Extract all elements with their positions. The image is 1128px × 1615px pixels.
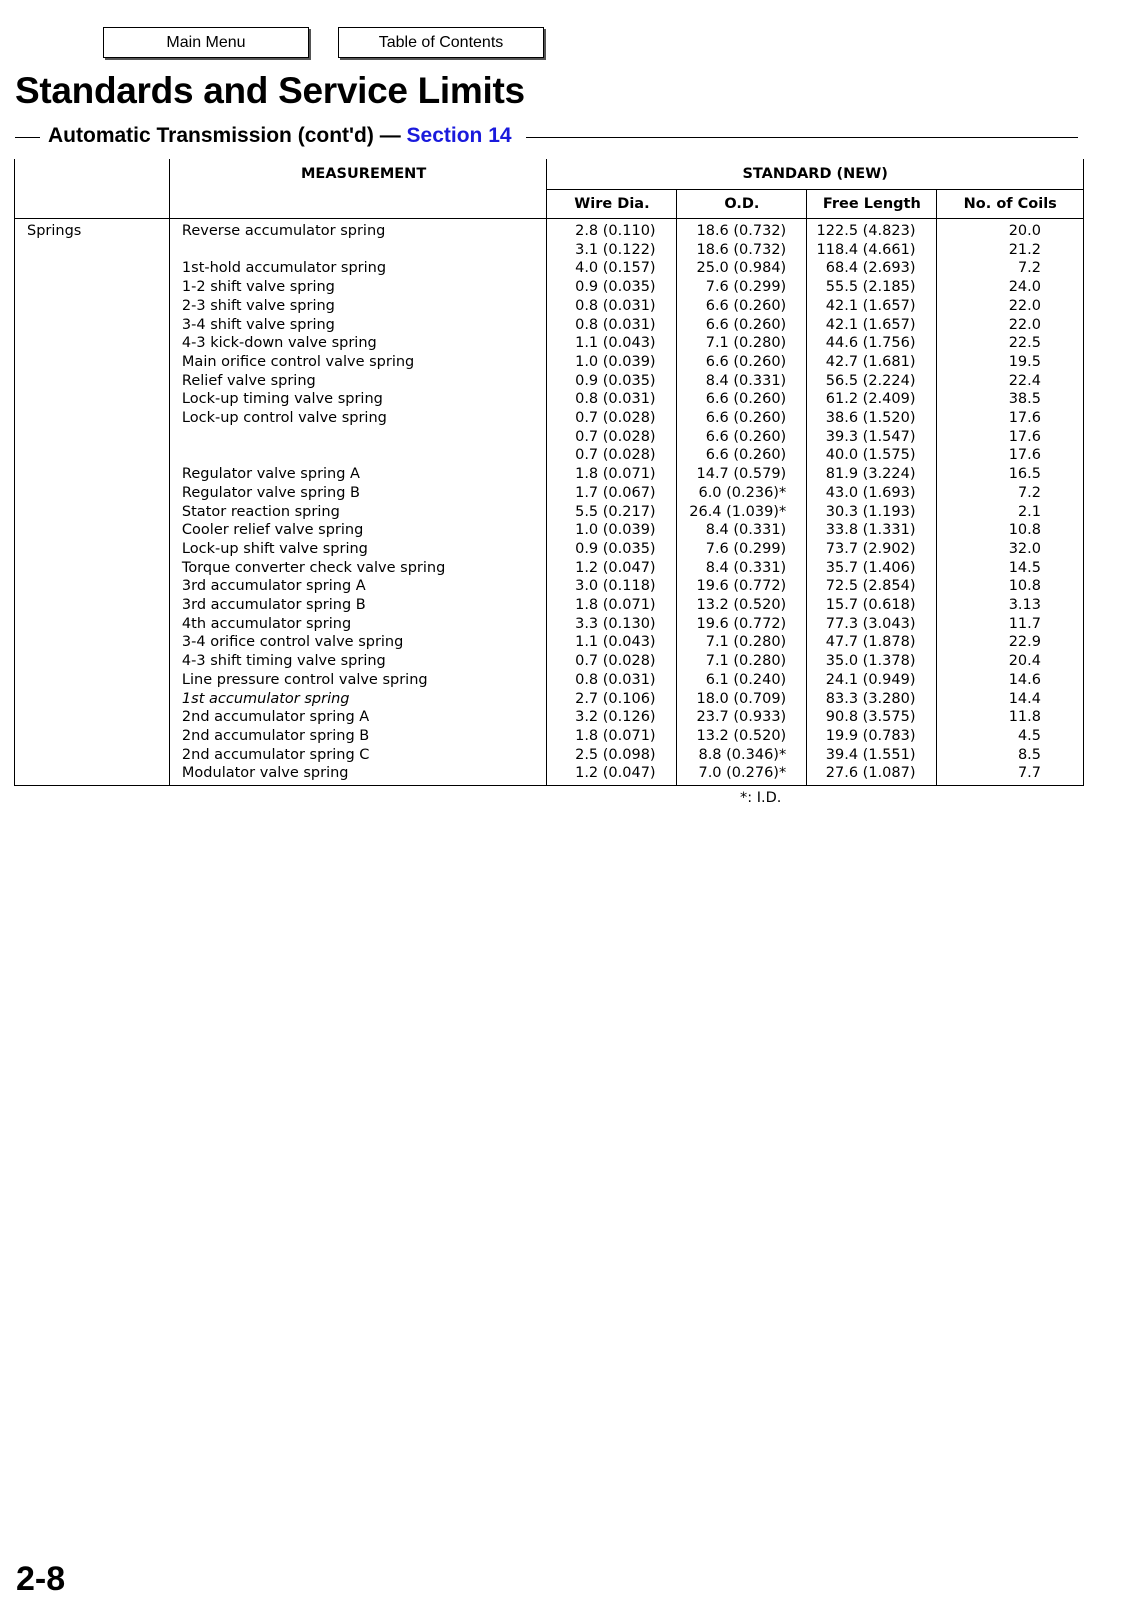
- category-cell: [15, 764, 170, 785]
- coils-cell: 21.2: [936, 241, 1084, 260]
- wire-dia-cell: 3.1 (0.122): [547, 241, 676, 260]
- category-cell: [15, 316, 170, 335]
- free-length-cell: 56.5 (2.224): [807, 372, 936, 391]
- coils-cell: 17.6: [936, 428, 1084, 447]
- free-length-cell: 35.7 (1.406): [807, 559, 936, 578]
- table-row: [15, 764, 1084, 785]
- free-length-cell: 55.5 (2.185): [807, 278, 936, 297]
- coils-cell: 32.0: [936, 540, 1084, 559]
- table-row: [15, 259, 1084, 278]
- od-cell: 19.6 (0.772): [676, 577, 807, 596]
- category-cell: [15, 652, 170, 671]
- measurement-cell: 2nd accumulator spring B: [169, 727, 546, 746]
- od-cell: 6.1 (0.240): [676, 671, 807, 690]
- measurement-cell: Cooler relief valve spring: [169, 521, 546, 540]
- wire-dia-cell: 5.5 (0.217): [547, 503, 676, 522]
- coils-cell: 7.2: [936, 259, 1084, 278]
- table-row: [15, 446, 1084, 465]
- category-cell: [15, 540, 170, 559]
- measurement-cell: Relief valve spring: [169, 372, 546, 391]
- measurement-cell: Regulator valve spring B: [169, 484, 546, 503]
- coils-cell: 19.5: [936, 353, 1084, 372]
- table-row: [15, 241, 1084, 260]
- table-row: [15, 746, 1084, 765]
- table-row: [15, 334, 1084, 353]
- od-cell: 18.6 (0.732): [676, 219, 807, 241]
- measurement-cell: 3-4 shift valve spring: [169, 316, 546, 335]
- table-row: [15, 652, 1084, 671]
- table-row: [15, 297, 1084, 316]
- free-length-cell: 39.3 (1.547): [807, 428, 936, 447]
- table-row: [15, 559, 1084, 578]
- od-cell: 6.6 (0.260): [676, 353, 807, 372]
- coils-cell: 24.0: [936, 278, 1084, 297]
- wire-dia-cell: 1.8 (0.071): [547, 596, 676, 615]
- od-cell: 8.4 (0.331): [676, 559, 807, 578]
- od-cell: 6.6 (0.260): [676, 316, 807, 335]
- table-row: [15, 353, 1084, 372]
- wire-dia-cell: 1.7 (0.067): [547, 484, 676, 503]
- table-row: [15, 633, 1084, 652]
- category-cell: [15, 521, 170, 540]
- wire-dia-cell: 1.0 (0.039): [547, 521, 676, 540]
- coils-cell: 7.2: [936, 484, 1084, 503]
- measurement-cell: 1st-hold accumulator spring: [169, 259, 546, 278]
- measurement-cell: 4-3 kick-down valve spring: [169, 334, 546, 353]
- free-length-cell: 83.3 (3.280): [807, 690, 936, 709]
- category-cell: [15, 353, 170, 372]
- measurement-cell: Torque converter check valve spring: [169, 559, 546, 578]
- free-length-cell: 122.5 (4.823): [807, 219, 936, 241]
- wire-dia-cell: 0.8 (0.031): [547, 390, 676, 409]
- wire-dia-cell: 3.2 (0.126): [547, 708, 676, 727]
- free-length-cell: 90.8 (3.575): [807, 708, 936, 727]
- measurement-cell: Main orifice control valve spring: [169, 353, 546, 372]
- measurement-cell: 1st accumulator spring: [169, 690, 546, 709]
- wire-dia-cell: 0.9 (0.035): [547, 540, 676, 559]
- free-length-cell: 44.6 (1.756): [807, 334, 936, 353]
- main-menu-button[interactable]: Main Menu: [103, 27, 309, 58]
- od-cell: 8.8 (0.346)*: [676, 746, 807, 765]
- od-cell: 13.2 (0.520): [676, 596, 807, 615]
- footnote: *: I.D.: [740, 790, 782, 806]
- table-row: [15, 278, 1084, 297]
- category-cell: [15, 241, 170, 260]
- section-heading-text: Automatic Transmission (cont'd) —: [48, 124, 407, 147]
- category-cell: [15, 615, 170, 634]
- wire-dia-cell: 1.8 (0.071): [547, 465, 676, 484]
- coils-header: No. of Coils: [936, 190, 1084, 219]
- coils-cell: 22.4: [936, 372, 1084, 391]
- od-cell: 8.4 (0.331): [676, 372, 807, 391]
- category-cell: [15, 559, 170, 578]
- table-row: [15, 690, 1084, 709]
- od-cell: 6.0 (0.236)*: [676, 484, 807, 503]
- category-cell: [15, 465, 170, 484]
- measurement-cell: Reverse accumulator spring: [169, 219, 546, 241]
- category-cell: [15, 484, 170, 503]
- od-cell: 7.1 (0.280): [676, 633, 807, 652]
- category-cell: [15, 334, 170, 353]
- coils-cell: 14.4: [936, 690, 1084, 709]
- measurement-cell: Stator reaction spring: [169, 503, 546, 522]
- free-length-cell: 68.4 (2.693): [807, 259, 936, 278]
- coils-cell: 22.0: [936, 316, 1084, 335]
- free-length-cell: 118.4 (4.661): [807, 241, 936, 260]
- free-length-cell: 40.0 (1.575): [807, 446, 936, 465]
- wire-dia-cell: 0.8 (0.031): [547, 316, 676, 335]
- wire-dia-cell: 0.8 (0.031): [547, 671, 676, 690]
- standard-header: STANDARD (NEW): [547, 159, 1084, 190]
- od-cell: 7.0 (0.276)*: [676, 764, 807, 785]
- category-header: [15, 159, 170, 190]
- table-row: [15, 615, 1084, 634]
- coils-cell: 7.7: [936, 764, 1084, 785]
- measurement-cell: 3rd accumulator spring B: [169, 596, 546, 615]
- od-cell: 13.2 (0.520): [676, 727, 807, 746]
- category-cell: [15, 708, 170, 727]
- table-row: [15, 727, 1084, 746]
- measurement-cell: [169, 446, 546, 465]
- category-cell: [15, 409, 170, 428]
- coils-cell: 3.13: [936, 596, 1084, 615]
- measurement-cell: Regulator valve spring A: [169, 465, 546, 484]
- free-length-cell: 24.1 (0.949): [807, 671, 936, 690]
- od-cell: 7.6 (0.299): [676, 278, 807, 297]
- od-cell: 19.6 (0.772): [676, 615, 807, 634]
- od-cell: 23.7 (0.933): [676, 708, 807, 727]
- od-cell: 7.1 (0.280): [676, 334, 807, 353]
- coils-cell: 20.0: [936, 219, 1084, 241]
- section-heading: [40, 124, 526, 148]
- wire-dia-cell: 0.7 (0.028): [547, 652, 676, 671]
- free-length-cell: 39.4 (1.551): [807, 746, 936, 765]
- wire-dia-cell: 0.7 (0.028): [547, 428, 676, 447]
- category-cell: Springs: [15, 219, 170, 241]
- table-row: [15, 465, 1084, 484]
- wire-dia-cell: 2.5 (0.098): [547, 746, 676, 765]
- category-cell: [15, 633, 170, 652]
- measurement-cell: 2-3 shift valve spring: [169, 297, 546, 316]
- measurement-header-spacer: [169, 190, 546, 219]
- measurement-cell: Line pressure control valve spring: [169, 671, 546, 690]
- free-length-cell: 35.0 (1.378): [807, 652, 936, 671]
- category-cell: [15, 297, 170, 316]
- category-cell: [15, 278, 170, 297]
- category-cell: [15, 503, 170, 522]
- category-cell: [15, 390, 170, 409]
- page-number: 2-8: [16, 1560, 66, 1598]
- coils-cell: 17.6: [936, 409, 1084, 428]
- measurement-cell: Lock-up shift valve spring: [169, 540, 546, 559]
- coils-cell: 8.5: [936, 746, 1084, 765]
- od-cell: 6.6 (0.260): [676, 409, 807, 428]
- wire-dia-header: Wire Dia.: [547, 190, 676, 219]
- measurement-cell: 1-2 shift valve spring: [169, 278, 546, 297]
- table-row: [15, 577, 1084, 596]
- table-row: [15, 372, 1084, 391]
- wire-dia-cell: 1.0 (0.039): [547, 353, 676, 372]
- coils-cell: 22.9: [936, 633, 1084, 652]
- wire-dia-cell: 1.1 (0.043): [547, 633, 676, 652]
- od-cell: 26.4 (1.039)*: [676, 503, 807, 522]
- measurement-cell: 2nd accumulator spring A: [169, 708, 546, 727]
- coils-cell: 22.0: [936, 297, 1084, 316]
- coils-cell: 11.8: [936, 708, 1084, 727]
- wire-dia-cell: 0.7 (0.028): [547, 409, 676, 428]
- category-cell: [15, 727, 170, 746]
- od-cell: 18.0 (0.709): [676, 690, 807, 709]
- free-length-cell: 73.7 (2.902): [807, 540, 936, 559]
- coils-cell: 16.5: [936, 465, 1084, 484]
- measurement-cell: 3rd accumulator spring A: [169, 577, 546, 596]
- measurement-cell: [169, 428, 546, 447]
- measurement-cell: 4-3 shift timing valve spring: [169, 652, 546, 671]
- measurement-cell: 2nd accumulator spring C: [169, 746, 546, 765]
- od-cell: 6.6 (0.260): [676, 428, 807, 447]
- wire-dia-cell: 0.8 (0.031): [547, 297, 676, 316]
- free-length-cell: 27.6 (1.087): [807, 764, 936, 785]
- category-cell: [15, 259, 170, 278]
- od-cell: 6.6 (0.260): [676, 446, 807, 465]
- free-length-cell: 42.1 (1.657): [807, 297, 936, 316]
- table-of-contents-button[interactable]: Table of Contents: [338, 27, 544, 58]
- coils-cell: 38.5: [936, 390, 1084, 409]
- od-cell: 8.4 (0.331): [676, 521, 807, 540]
- table-row: [15, 484, 1084, 503]
- free-length-cell: 47.7 (1.878): [807, 633, 936, 652]
- measurement-cell: 4th accumulator spring: [169, 615, 546, 634]
- wire-dia-cell: 3.3 (0.130): [547, 615, 676, 634]
- category-cell: [15, 596, 170, 615]
- coils-cell: 2.1: [936, 503, 1084, 522]
- od-header: O.D.: [676, 190, 807, 219]
- wire-dia-cell: 3.0 (0.118): [547, 577, 676, 596]
- free-length-cell: 43.0 (1.693): [807, 484, 936, 503]
- free-length-cell: 33.8 (1.331): [807, 521, 936, 540]
- table-row: [15, 671, 1084, 690]
- free-length-cell: 38.6 (1.520): [807, 409, 936, 428]
- table-row: [15, 503, 1084, 522]
- table-row: [15, 540, 1084, 559]
- od-cell: 14.7 (0.579): [676, 465, 807, 484]
- coils-cell: 10.8: [936, 521, 1084, 540]
- free-length-cell: 42.1 (1.657): [807, 316, 936, 335]
- wire-dia-cell: 0.9 (0.035): [547, 372, 676, 391]
- category-header-spacer: [15, 190, 170, 219]
- free-length-cell: 19.9 (0.783): [807, 727, 936, 746]
- category-cell: [15, 372, 170, 391]
- category-cell: [15, 671, 170, 690]
- spring-specifications-table: [14, 159, 1084, 786]
- free-length-cell: 42.7 (1.681): [807, 353, 936, 372]
- free-length-cell: 72.5 (2.854): [807, 577, 936, 596]
- table-row: [15, 708, 1084, 727]
- od-cell: 6.6 (0.260): [676, 297, 807, 316]
- wire-dia-cell: 1.2 (0.047): [547, 559, 676, 578]
- category-cell: [15, 746, 170, 765]
- free-length-cell: 77.3 (3.043): [807, 615, 936, 634]
- wire-dia-cell: 1.2 (0.047): [547, 764, 676, 785]
- coils-cell: 17.6: [936, 446, 1084, 465]
- table-row: [15, 390, 1084, 409]
- table-row: [15, 521, 1084, 540]
- coils-cell: 14.6: [936, 671, 1084, 690]
- table-row: [15, 316, 1084, 335]
- od-cell: 6.6 (0.260): [676, 390, 807, 409]
- category-cell: [15, 690, 170, 709]
- wire-dia-cell: 0.7 (0.028): [547, 446, 676, 465]
- coils-cell: 22.5: [936, 334, 1084, 353]
- section-14-link[interactable]: Section 14: [406, 124, 512, 147]
- measurement-cell: Modulator valve spring: [169, 764, 546, 785]
- wire-dia-cell: 1.1 (0.043): [547, 334, 676, 353]
- measurement-header: MEASUREMENT: [169, 159, 546, 190]
- table-row: [15, 219, 1084, 241]
- wire-dia-cell: 2.8 (0.110): [547, 219, 676, 241]
- category-cell: [15, 428, 170, 447]
- free-length-cell: 61.2 (2.409): [807, 390, 936, 409]
- free-length-cell: 15.7 (0.618): [807, 596, 936, 615]
- category-cell: [15, 446, 170, 465]
- table-row: [15, 428, 1084, 447]
- free-length-cell: 81.9 (3.224): [807, 465, 936, 484]
- od-cell: 25.0 (0.984): [676, 259, 807, 278]
- measurement-cell: Lock-up timing valve spring: [169, 390, 546, 409]
- coils-cell: 14.5: [936, 559, 1084, 578]
- coils-cell: 10.8: [936, 577, 1084, 596]
- wire-dia-cell: 0.9 (0.035): [547, 278, 676, 297]
- wire-dia-cell: 2.7 (0.106): [547, 690, 676, 709]
- page-title: Standards and Service Limits: [15, 70, 525, 111]
- od-cell: 7.6 (0.299): [676, 540, 807, 559]
- od-cell: 18.6 (0.732): [676, 241, 807, 260]
- coils-cell: 4.5: [936, 727, 1084, 746]
- free-length-cell: 30.3 (1.193): [807, 503, 936, 522]
- free-length-header: Free Length: [807, 190, 936, 219]
- coils-cell: 11.7: [936, 615, 1084, 634]
- table-row: [15, 409, 1084, 428]
- category-cell: [15, 577, 170, 596]
- measurement-cell: [169, 241, 546, 260]
- measurement-cell: 3-4 orifice control valve spring: [169, 633, 546, 652]
- table-row: [15, 596, 1084, 615]
- coils-cell: 20.4: [936, 652, 1084, 671]
- od-cell: 7.1 (0.280): [676, 652, 807, 671]
- wire-dia-cell: 1.8 (0.071): [547, 727, 676, 746]
- measurement-cell: Lock-up control valve spring: [169, 409, 546, 428]
- wire-dia-cell: 4.0 (0.157): [547, 259, 676, 278]
